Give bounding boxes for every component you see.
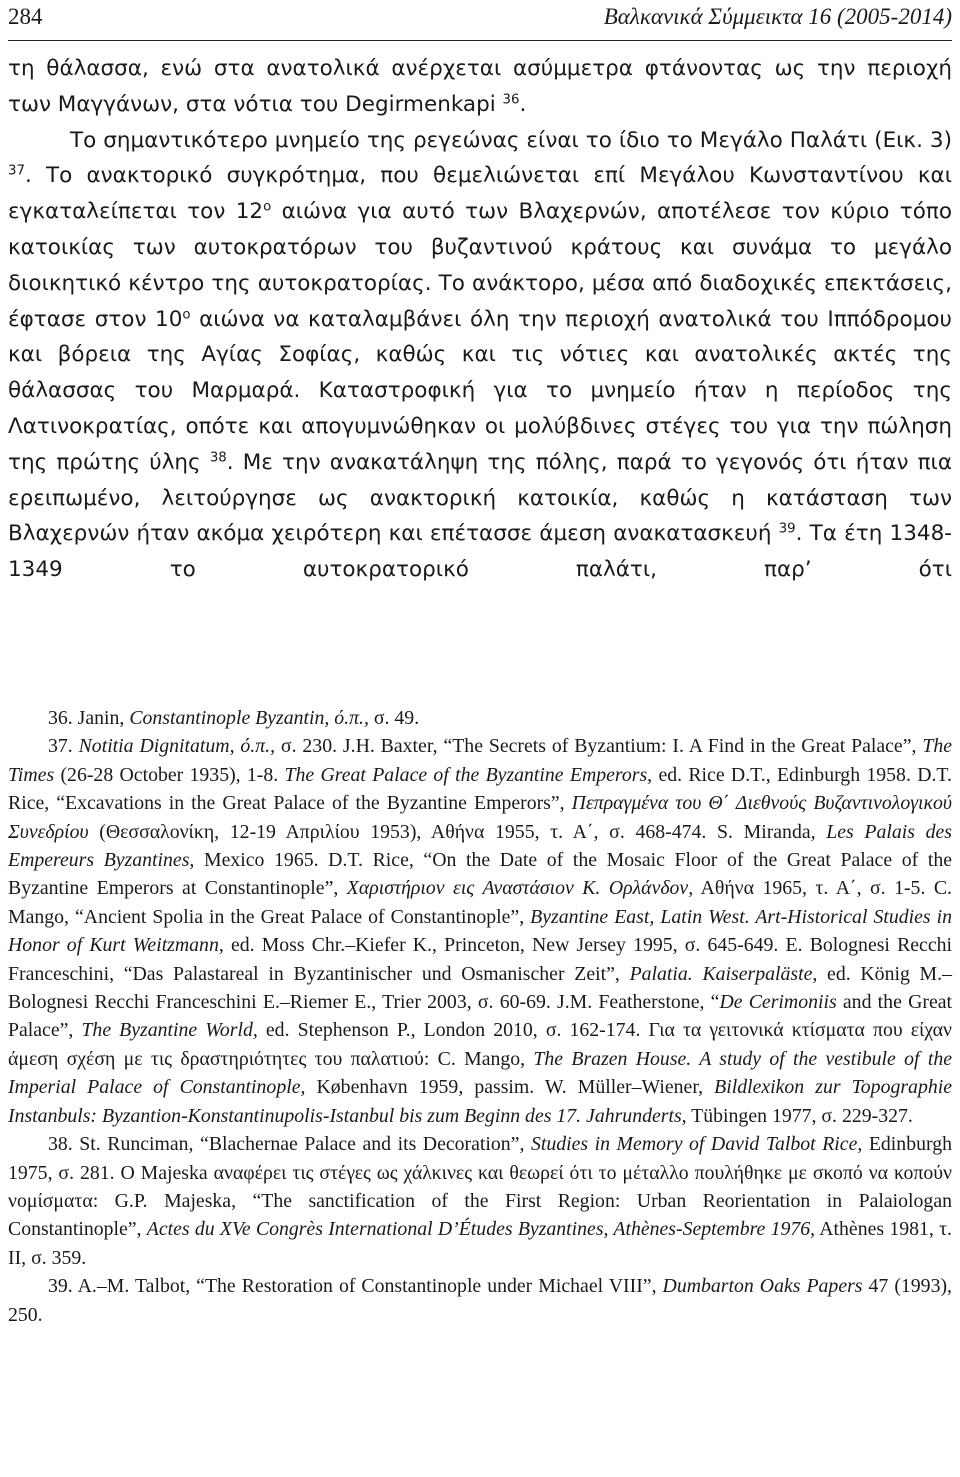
paragraph-2: Το σημαντικότερο μνημείο της ρεγεώνας είναι το ίδιο το Μεγάλο Παλάτι (Εικ. 3) $^{37}$. Το ανακτορικό συγκρότημα, που θεμελιώνεται επί Μεγάλου Κωνσταντίνου και εγκαταλείπεται τον $12^o$ αιώνα για αυτό των Βλαχερνών, αποτέλεσε τον κύριο τόπο κατοικίας των αυτοκρατόρων του βυζαντινού κράτους και συνάμα το μεγάλο διοικητικό κέντρο της αυτοκρατορίας. Το ανάκτορο, μέσα από διαδοχικές επεκτάσεις, έφτασε στον $10^o$ αιώνα να καταλαμβάνει όλη την περιοχή ανατολικά του Ιππόδρομου και βόρεια της Αγίας Σοφίας, καθώς και τις νότιες και ανατολικές ακτές της θάλασσας του Μαρμαρά. Καταστροφική για το μνημείο ήταν η περίοδος της Λατινοκρατίας, οπότε και απογυμνώθηκαν οι μολύβδινες στέγες του για την πώληση της πρώτης ύλης $^{38}$. Με την ανακατάληψη της πόλης, παρά το γεγονός ότι ήταν πια ερειπωμένο, λειτούργησε ως ανακτορική κατοικία, καθώς η κατάσταση των Βλαχερνών ήταν ακόμα χειρότερη και επέτασσε άμεση ανακατασκευή $^{39}$. Τα έτη 1348-1349 το αυτοκρατορικό παλάτι, παρ’ ότι xyxy=(8,127,952,583)
paragraph-1: τη θάλασσα, ενώ στα ανατολικά ανέρχεται ασύμμετρα φτάνοντας ως την περιοχή των Μαγγάνων, στα νότια του Degirmenkapi $^{36}$. xyxy=(8,56,952,117)
footnote-39: 39. A.–M. Talbot, “The Restoration of Constantinople under Michael VIII”, Dumbarton Oaks Papers 47 (1993), 250. xyxy=(8,1275,952,1326)
page-number: 284 xyxy=(8,4,43,29)
document-page xyxy=(8,0,953,1326)
footnote-36: 36. Janin, Constantinople Byzantin, ό.π., σ. 49. xyxy=(48,707,420,729)
ordinal-marker: ο xyxy=(263,199,272,215)
footnote-ref-37[interactable]: 37 xyxy=(8,164,25,180)
footnote-37: 37. Notitia Dignitatum, ό.π., σ. 230. J.H. Baxter, “The Secrets of Byzantium: I. A Find in the Great Palace”, The Times (26-28 October 1935), 1-8. The Great Palace of the Byzantine Emperors, ed. Rice D.T., Edinburgh 1958. D.T. Rice, “Excavations in the Great Palace of the Byzantine Emperors”, Πεπραγμένα του Θ΄ Διεθνούς Βυζαντινολογικού Συνεδρίου (Θεσσαλονίκη, 12-19 Απριλίου 1953), Αθήνα 1955, τ. Α΄, σ. 468-474. S. Miranda, Les Palais des Empereurs Byzantines, Mexico 1965. D.T. Rice, “On the Date of the Mosaic Floor of the Great Palace of the Byzantine Emperors at Constantinople”, Χαριστήριον εις Αναστάσιον Κ. Ορλάνδον, Αθήνα 1965, τ. Α΄, σ. 1-5. C. Mango, “Ancient Spolia in the Great Palace of Constantinople”, Byzantine East, Latin West. Art-Historical Studies in Honor of Kurt Weitzmann, ed. Moss Chr.–Kiefer K., Princeton, New Jersey 1995, σ. 645-649. E. Bolognesi Recchi Franceschini, “Das Palastareal in Byzantinischer und Osmanischer Zeit”, Palatia. Kaiserpaläste, ed. König M.–Bolognesi Recchi Franceschini E.–Riemer E., Trier 2003, σ. 60-69. J.M. Featherstone, “De Cerimoniis and the Great Palace”, The Byzantine World, ed. Stephenson P., London 2010, σ. 162-174. Για τα γειτονικά κτίσματα που είχαν άμεση σχέση με τις δραστηριότητες του παλατιού: C. Mango, The Brazen House. A study of the vestibule of the Imperial Palace of Constantinople, København 1959, passim. W. Müller–Wiener, Bildlexikon zur Topographie Instanbuls: Byzantion-Konstantinupolis-Istanbul bis zum Beginn des 17. Jahrunderts, Tübingen 1977, σ. 229-327. xyxy=(8,735,953,1127)
footnotes xyxy=(8,704,952,1329)
running-title: Βαλκανικά Σύμμεικτα 16 (2005-2014) xyxy=(603,4,952,29)
footnote-ref-36[interactable]: 36 xyxy=(502,92,520,108)
main-text xyxy=(8,51,952,588)
ordinal-marker: ο xyxy=(182,307,191,323)
footnote-ref-38[interactable]: 38 xyxy=(209,450,227,466)
footnote-ref-39[interactable]: 39 xyxy=(778,522,796,538)
footnote-38: 38. St. Runciman, “Blachernae Palace and its Decoration”, Studies in Memory of David Talbot Rice, Edinburgh 1975, σ. 281. Ο Majeska αναφέρει τις στέγες ως χάλκινες και θεωρεί ότι το μέταλλο πουλήθηκε με σκοπό να κοπούν νομίσματα: G.P. Majeska, “The sanctification of the First Region: Urban Reorientation in Palaiologan Constantinople”, Actes du XVe Congrès International D’Études Byzantines, Athènes-Septembre 1976, Athènes 1981, τ. ΙΙ, σ. 359. xyxy=(8,1133,952,1269)
page-header xyxy=(8,0,952,41)
